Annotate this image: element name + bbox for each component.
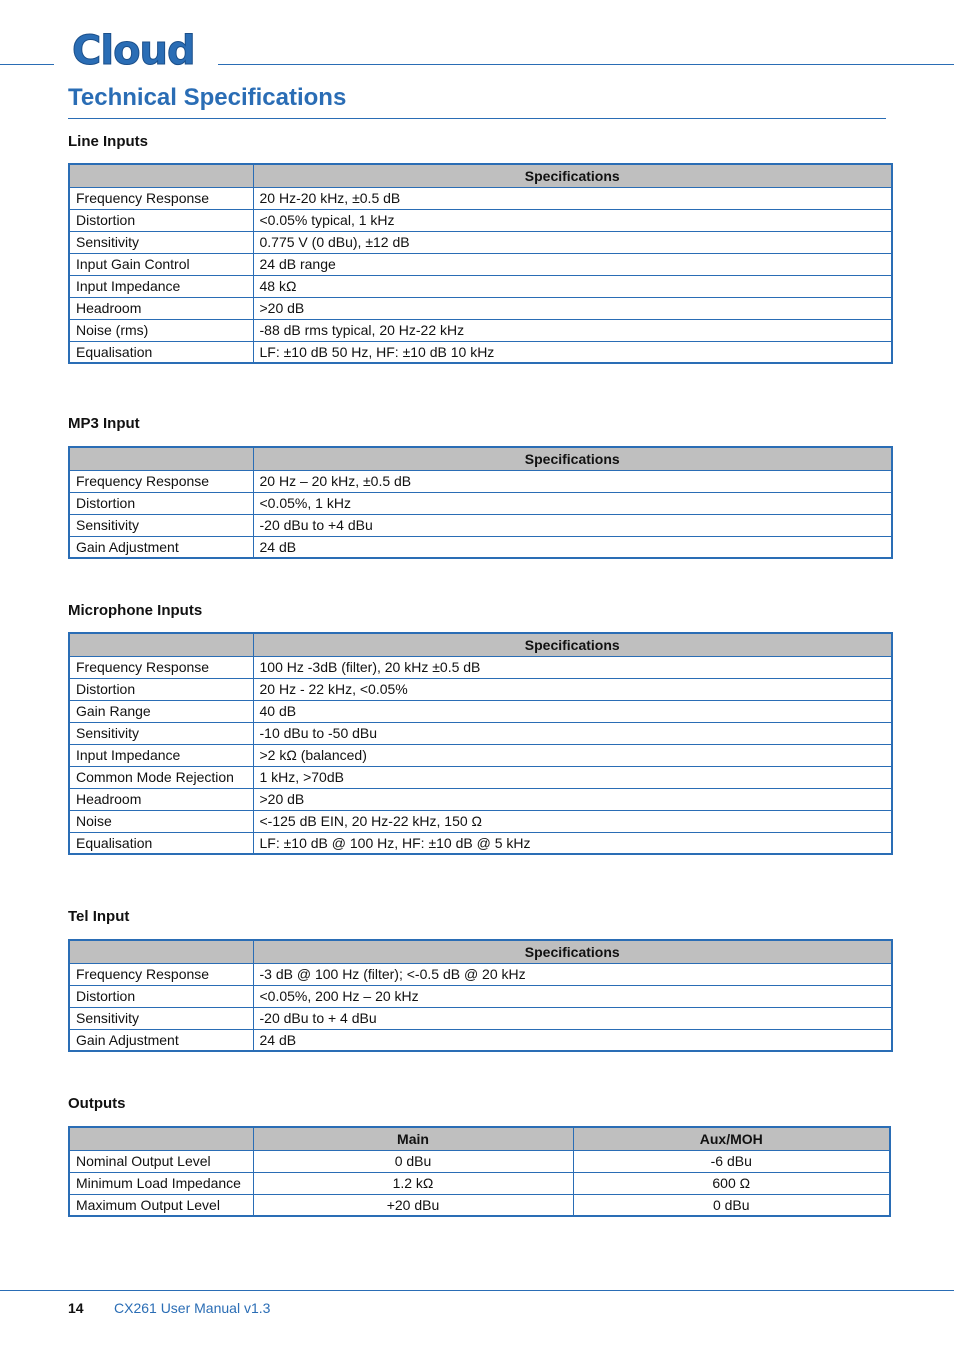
table-row [69,810,892,832]
spec-value: -3 dB @ 100 Hz (filter); <-0.5 dB @ 20 kHz [253,963,892,985]
table-row [69,187,892,209]
table-row [69,1172,890,1194]
spec-value: -10 dBu to -50 dBu [253,722,892,744]
spec-value: 24 dB [253,536,892,558]
spec-label: Gain Range [69,700,253,722]
spec-value: 24 dB [253,1029,892,1051]
table-row [69,1007,892,1029]
spec-label: Equalisation [69,341,253,363]
table-row [69,319,892,341]
spec-label: Sensitivity [69,722,253,744]
spec-label: Frequency Response [69,963,253,985]
table-row [69,492,892,514]
spec-value: <0.05% typical, 1 kHz [253,209,892,231]
spec-label: Distortion [69,492,253,514]
spec-value: <0.05%, 200 Hz – 20 kHz [253,985,892,1007]
header-cell: Aux/MOH [573,1127,890,1150]
mp3-input-table [68,446,893,559]
table-row [69,1150,890,1172]
spec-label: Input Impedance [69,275,253,297]
spec-label: Gain Adjustment [69,536,253,558]
table-header-row [69,1127,890,1150]
spec-value: 20 Hz - 22 kHz, <0.05% [253,678,892,700]
table-row [69,253,892,275]
main-value: 1.2 kΩ [253,1172,573,1194]
aux-value: 0 dBu [573,1194,890,1216]
section-title-outputs: Outputs [68,1095,126,1112]
header-cell [69,164,253,187]
spec-value: 24 dB range [253,253,892,275]
table-header-row [69,633,892,656]
main-value: +20 dBu [253,1194,573,1216]
spec-label: Input Impedance [69,744,253,766]
spec-label: Nominal Output Level [69,1150,253,1172]
table-row [69,231,892,253]
table-row [69,722,892,744]
section-title-line-inputs: Line Inputs [68,133,148,150]
svg-text:Cloud: Cloud [72,28,195,70]
aux-value: 600 Ω [573,1172,890,1194]
spec-label: Minimum Load Impedance [69,1172,253,1194]
spec-label: Input Gain Control [69,253,253,275]
spec-label: Noise [69,810,253,832]
spec-label: Distortion [69,985,253,1007]
microphone-inputs-table [68,632,893,855]
table-row [69,832,892,854]
aux-value: -6 dBu [573,1150,890,1172]
table-row [69,1194,890,1216]
header-cell: Specifications [253,940,892,963]
spec-label: Frequency Response [69,470,253,492]
spec-value: >20 dB [253,297,892,319]
spec-value: -88 dB rms typical, 20 Hz-22 kHz [253,319,892,341]
section-title-tel-input: Tel Input [68,908,130,925]
table-row [69,766,892,788]
page-number: 14 [68,1300,84,1316]
header-cell [69,447,253,470]
spec-value: 20 Hz – 20 kHz, ±0.5 dB [253,470,892,492]
spec-label: Gain Adjustment [69,1029,253,1051]
spec-value: 1 kHz, >70dB [253,766,892,788]
tel-input-table [68,939,893,1052]
table-row [69,470,892,492]
spec-value: 40 dB [253,700,892,722]
table-row [69,678,892,700]
header-rule-left [0,64,54,65]
header-cell: Specifications [253,164,892,187]
cloud-logo [70,28,202,70]
section-title-mp3-input: MP3 Input [68,415,140,432]
spec-value: 48 kΩ [253,275,892,297]
spec-value: LF: ±10 dB 50 Hz, HF: ±10 dB 10 kHz [253,341,892,363]
main-value: 0 dBu [253,1150,573,1172]
table-row [69,963,892,985]
table-row [69,536,892,558]
table-row [69,656,892,678]
spec-label: Equalisation [69,832,253,854]
table-header-row [69,447,892,470]
table-header-row [69,164,892,187]
table-row [69,341,892,363]
header-cell [69,1127,253,1150]
spec-value: >2 kΩ (balanced) [253,744,892,766]
spec-value: <0.05%, 1 kHz [253,492,892,514]
spec-label: Maximum Output Level [69,1194,253,1216]
header-rule-right [218,64,954,65]
header-cell: Main [253,1127,573,1150]
spec-label: Frequency Response [69,656,253,678]
footer-rule [0,1290,954,1291]
spec-value: -20 dBu to +4 dBu [253,514,892,536]
outputs-table [68,1126,891,1217]
table-row [69,275,892,297]
spec-label: Distortion [69,678,253,700]
spec-value: LF: ±10 dB @ 100 Hz, HF: ±10 dB @ 5 kHz [253,832,892,854]
spec-label: Noise (rms) [69,319,253,341]
spec-value: 100 Hz -3dB (filter), 20 kHz ±0.5 dB [253,656,892,678]
line-inputs-table [68,163,893,364]
spec-label: Distortion [69,209,253,231]
section-title-microphone-inputs: Microphone Inputs [68,602,203,619]
table-row [69,985,892,1007]
table-row [69,297,892,319]
table-row [69,744,892,766]
table-row [69,514,892,536]
manual-title: CX261 User Manual v1.3 [114,1300,271,1316]
spec-label: Sensitivity [69,231,253,253]
spec-label: Sensitivity [69,514,253,536]
spec-label: Frequency Response [69,187,253,209]
spec-value: 20 Hz-20 kHz, ±0.5 dB [253,187,892,209]
spec-value: -20 dBu to + 4 dBu [253,1007,892,1029]
table-row [69,209,892,231]
table-row [69,788,892,810]
title-rule [68,118,886,119]
spec-label: Sensitivity [69,1007,253,1029]
header-cell [69,633,253,656]
header-cell: Specifications [253,447,892,470]
spec-label: Headroom [69,297,253,319]
table-row [69,700,892,722]
spec-value: 0.775 V (0 dBu), ±12 dB [253,231,892,253]
page-title: Technical Specifications [68,84,347,111]
spec-label: Headroom [69,788,253,810]
table-header-row [69,940,892,963]
spec-label: Common Mode Rejection [69,766,253,788]
table-row [69,1029,892,1051]
spec-value: >20 dB [253,788,892,810]
header-cell [69,940,253,963]
spec-value: <-125 dB EIN, 20 Hz-22 kHz, 150 Ω [253,810,892,832]
header-cell: Specifications [253,633,892,656]
